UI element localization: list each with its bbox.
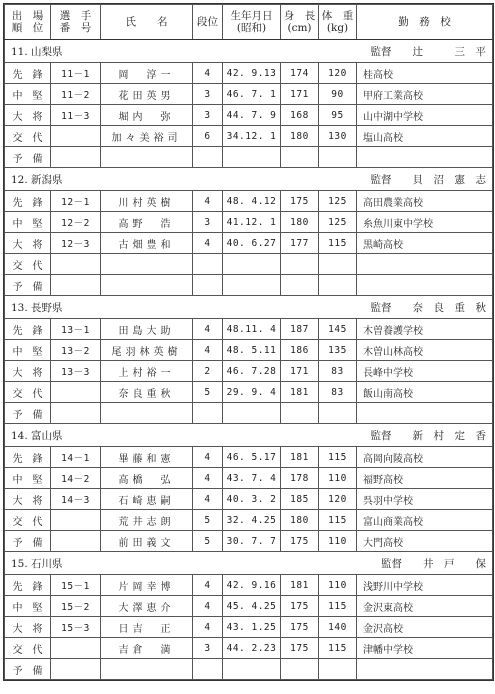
rank-cell: 5: [193, 510, 223, 531]
prefecture-header-cell: [5, 40, 493, 63]
weight-cell: 83: [319, 382, 357, 403]
weight-cell: 83: [319, 361, 357, 382]
rank-cell: 4: [193, 596, 223, 617]
player-name-cell: 片岡幸博: [101, 575, 193, 596]
school-cell: 福野高校: [357, 468, 493, 489]
player-number-cell: [51, 254, 101, 275]
weight-cell: 90: [319, 84, 357, 105]
rank-cell: 4: [193, 489, 223, 510]
height-cell: 181: [281, 382, 319, 403]
player-name-cell: 堀内 弥: [101, 105, 193, 126]
player-number-cell: 12－3: [51, 233, 101, 254]
prefecture-header-cell: [5, 168, 493, 191]
rank-cell: 4: [193, 617, 223, 638]
school-cell: [357, 275, 493, 296]
height-cell: 175: [281, 596, 319, 617]
position-cell: 先 鋒: [5, 575, 51, 596]
position-cell: 先 鋒: [5, 191, 51, 212]
position-cell: 中 堅: [5, 468, 51, 489]
player-row: [5, 361, 493, 382]
rank-cell: [193, 403, 223, 424]
birthdate-cell: 41.12. 1: [223, 212, 281, 233]
manager-name: 監督 貝 沼 憲 志: [370, 173, 486, 186]
player-number-cell: 15－1: [51, 575, 101, 596]
weight-cell: [319, 254, 357, 275]
player-row: [5, 531, 493, 552]
weight-cell: 120: [319, 63, 357, 84]
player-name-cell: [101, 254, 193, 275]
manager-name: 監督 新 村 定 香: [370, 429, 486, 442]
player-row: [5, 84, 493, 105]
rank-cell: 3: [193, 212, 223, 233]
position-cell: 予 備: [5, 659, 51, 680]
player-number-cell: 14－2: [51, 468, 101, 489]
position-cell: 中 堅: [5, 596, 51, 617]
player-row: [5, 105, 493, 126]
player-number-cell: [51, 403, 101, 424]
player-name-cell: 川村英樹: [101, 191, 193, 212]
rank-cell: 2: [193, 361, 223, 382]
header-school: 勤 務 校: [357, 5, 493, 40]
roster-body: [5, 40, 493, 680]
height-cell: 180: [281, 212, 319, 233]
position-cell: 先 鋒: [5, 319, 51, 340]
player-row: [5, 659, 493, 680]
prefecture-header-cell: [5, 424, 493, 447]
birthdate-cell: 48.11. 4: [223, 319, 281, 340]
birthdate-cell: 48. 4.12: [223, 191, 281, 212]
height-cell: 181: [281, 447, 319, 468]
prefecture-header-content: [11, 428, 486, 443]
school-cell: 金沢高校: [357, 617, 493, 638]
position-cell: 予 備: [5, 531, 51, 552]
player-name-cell: 古畑豊和: [101, 233, 193, 254]
birthdate-cell: [223, 659, 281, 680]
school-cell: 甲府工業高校: [357, 84, 493, 105]
weight-cell: 115: [319, 447, 357, 468]
player-row: [5, 489, 493, 510]
height-cell: [281, 147, 319, 168]
player-name-cell: [101, 659, 193, 680]
player-row: [5, 403, 493, 424]
height-cell: 175: [281, 191, 319, 212]
player-row: [5, 575, 493, 596]
player-name-cell: 大澤恵介: [101, 596, 193, 617]
birthdate-cell: 32. 4.25: [223, 510, 281, 531]
player-row: [5, 510, 493, 531]
weight-cell: 135: [319, 340, 357, 361]
height-cell: 174: [281, 63, 319, 84]
prefecture-title: 13. 長野県: [11, 301, 63, 314]
position-cell: 予 備: [5, 275, 51, 296]
rank-cell: 6: [193, 126, 223, 147]
birthdate-cell: 34.12. 1: [223, 126, 281, 147]
rank-cell: 4: [193, 340, 223, 361]
header-birthdate: 生年月日 (昭和): [223, 5, 281, 40]
position-cell: 大 将: [5, 361, 51, 382]
weight-cell: [319, 147, 357, 168]
player-row: [5, 191, 493, 212]
player-name-cell: 日吉 正: [101, 617, 193, 638]
position-cell: 予 備: [5, 147, 51, 168]
player-name-cell: 尾羽林英樹: [101, 340, 193, 361]
birthdate-cell: 43. 7. 4: [223, 468, 281, 489]
prefecture-header: [5, 40, 493, 63]
school-cell: [357, 147, 493, 168]
header-row: [5, 5, 493, 40]
header-player-number: 選 手 番 号: [51, 5, 101, 40]
player-row: [5, 596, 493, 617]
player-number-cell: 15－3: [51, 617, 101, 638]
position-cell: 予 備: [5, 403, 51, 424]
rank-cell: 5: [193, 382, 223, 403]
prefecture-header-content: [11, 300, 486, 315]
position-cell: 先 鋒: [5, 447, 51, 468]
birthdate-cell: 30. 7. 7: [223, 531, 281, 552]
player-number-cell: 12－1: [51, 191, 101, 212]
position-cell: 大 将: [5, 489, 51, 510]
player-number-cell: 14－1: [51, 447, 101, 468]
rank-cell: 4: [193, 447, 223, 468]
player-name-cell: 畢藤和憲: [101, 447, 193, 468]
school-cell: [357, 403, 493, 424]
birthdate-cell: 44. 2.23: [223, 638, 281, 659]
weight-cell: 110: [319, 468, 357, 489]
weight-cell: 110: [319, 531, 357, 552]
weight-cell: 145: [319, 319, 357, 340]
position-cell: 大 将: [5, 233, 51, 254]
height-cell: 175: [281, 638, 319, 659]
school-cell: [357, 659, 493, 680]
player-row: [5, 319, 493, 340]
player-name-cell: 高野 浩: [101, 212, 193, 233]
school-cell: 黒崎高校: [357, 233, 493, 254]
prefecture-header: [5, 168, 493, 191]
birthdate-cell: 43. 1.25: [223, 617, 281, 638]
player-number-cell: [51, 275, 101, 296]
birthdate-cell: 42. 9.13: [223, 63, 281, 84]
birthdate-cell: 46. 7. 1: [223, 84, 281, 105]
height-cell: 187: [281, 319, 319, 340]
player-number-cell: 13－1: [51, 319, 101, 340]
birthdate-cell: 46. 7.28: [223, 361, 281, 382]
player-number-cell: [51, 531, 101, 552]
position-cell: 交 代: [5, 510, 51, 531]
weight-cell: 110: [319, 575, 357, 596]
birthdate-cell: [223, 147, 281, 168]
position-cell: 中 堅: [5, 84, 51, 105]
player-number-cell: 11－1: [51, 63, 101, 84]
school-cell: 呉羽中学校: [357, 489, 493, 510]
height-cell: [281, 659, 319, 680]
birthdate-cell: 40. 3. 2: [223, 489, 281, 510]
birthdate-cell: 45. 4.25: [223, 596, 281, 617]
height-cell: [281, 254, 319, 275]
height-cell: 175: [281, 617, 319, 638]
height-cell: 180: [281, 126, 319, 147]
rank-cell: [193, 659, 223, 680]
player-number-cell: [51, 147, 101, 168]
player-row: [5, 63, 493, 84]
player-row: [5, 340, 493, 361]
birthdate-cell: [223, 403, 281, 424]
height-cell: 180: [281, 510, 319, 531]
player-number-cell: 13－2: [51, 340, 101, 361]
player-number-cell: [51, 126, 101, 147]
position-cell: 交 代: [5, 126, 51, 147]
player-row: [5, 468, 493, 489]
rank-cell: [193, 254, 223, 275]
player-row: [5, 638, 493, 659]
header-name: 氏 名: [101, 5, 193, 40]
rank-cell: 4: [193, 575, 223, 596]
player-row: [5, 126, 493, 147]
height-cell: 177: [281, 233, 319, 254]
height-cell: 168: [281, 105, 319, 126]
player-name-cell: 上村裕一: [101, 361, 193, 382]
player-row: [5, 382, 493, 403]
school-cell: 長峰中学校: [357, 361, 493, 382]
player-name-cell: 岡 淳一: [101, 63, 193, 84]
school-cell: 塩山高校: [357, 126, 493, 147]
rank-cell: 4: [193, 63, 223, 84]
height-cell: [281, 403, 319, 424]
position-cell: 先 鋒: [5, 63, 51, 84]
player-row: [5, 212, 493, 233]
player-row: [5, 447, 493, 468]
prefecture-header-content: [11, 172, 486, 187]
manager-name: 監督 奈 良 重 秋: [370, 301, 486, 314]
school-cell: 高岡向陵高校: [357, 447, 493, 468]
position-cell: 交 代: [5, 638, 51, 659]
player-name-cell: 田島大助: [101, 319, 193, 340]
height-cell: 171: [281, 84, 319, 105]
height-cell: 175: [281, 531, 319, 552]
player-number-cell: 14－3: [51, 489, 101, 510]
weight-cell: 115: [319, 596, 357, 617]
rank-cell: 4: [193, 319, 223, 340]
birthdate-cell: 40. 6.27: [223, 233, 281, 254]
school-cell: 高田農業高校: [357, 191, 493, 212]
school-cell: 大門高校: [357, 531, 493, 552]
prefecture-header-cell: [5, 296, 493, 319]
weight-cell: 120: [319, 489, 357, 510]
prefecture-header: [5, 296, 493, 319]
player-row: [5, 254, 493, 275]
birthdate-cell: 44. 7. 9: [223, 105, 281, 126]
rank-cell: 4: [193, 233, 223, 254]
school-cell: 山中湖中学校: [357, 105, 493, 126]
weight-cell: 125: [319, 212, 357, 233]
prefecture-header-content: [11, 556, 486, 571]
school-cell: 桂高校: [357, 63, 493, 84]
school-cell: 浅野川中学校: [357, 575, 493, 596]
player-name-cell: [101, 275, 193, 296]
height-cell: 186: [281, 340, 319, 361]
position-cell: 交 代: [5, 254, 51, 275]
rank-cell: [193, 147, 223, 168]
birthdate-cell: 48. 5.11: [223, 340, 281, 361]
birthdate-cell: 42. 9.16: [223, 575, 281, 596]
prefecture-header-cell: [5, 552, 493, 575]
position-cell: 大 将: [5, 105, 51, 126]
school-cell: 糸魚川東中学校: [357, 212, 493, 233]
school-cell: 木曽養護学校: [357, 319, 493, 340]
birthdate-cell: 29. 9. 4: [223, 382, 281, 403]
prefecture-title: 14. 富山県: [11, 429, 63, 442]
weight-cell: 115: [319, 510, 357, 531]
player-row: [5, 147, 493, 168]
position-cell: 中 堅: [5, 340, 51, 361]
rank-cell: 3: [193, 638, 223, 659]
school-cell: 津幡中学校: [357, 638, 493, 659]
header-weight: 体 重 (kg): [319, 5, 357, 40]
player-row: [5, 233, 493, 254]
birthdate-cell: [223, 275, 281, 296]
player-number-cell: 11－2: [51, 84, 101, 105]
player-name-cell: 荒井志朗: [101, 510, 193, 531]
player-number-cell: [51, 382, 101, 403]
player-name-cell: 前田義文: [101, 531, 193, 552]
rank-cell: 5: [193, 531, 223, 552]
weight-cell: 95: [319, 105, 357, 126]
height-cell: [281, 275, 319, 296]
school-cell: [357, 254, 493, 275]
header-position: 出 場 順 位: [5, 5, 51, 40]
player-number-cell: 13－3: [51, 361, 101, 382]
prefecture-title: 11. 山梨県: [11, 45, 63, 58]
height-cell: 181: [281, 575, 319, 596]
rank-cell: 4: [193, 191, 223, 212]
prefecture-header: [5, 552, 493, 575]
position-cell: 中 堅: [5, 212, 51, 233]
school-cell: 飯山南高校: [357, 382, 493, 403]
player-name-cell: [101, 403, 193, 424]
birthdate-cell: [223, 254, 281, 275]
weight-cell: 115: [319, 233, 357, 254]
position-cell: 交 代: [5, 382, 51, 403]
weight-cell: [319, 659, 357, 680]
prefecture-header-content: [11, 44, 486, 59]
position-cell: 大 将: [5, 617, 51, 638]
weight-cell: 125: [319, 191, 357, 212]
player-number-cell: [51, 659, 101, 680]
manager-name: 監督 井 戸 保: [381, 557, 486, 570]
height-cell: 171: [281, 361, 319, 382]
player-number-cell: 11－3: [51, 105, 101, 126]
school-cell: 木曽山林高校: [357, 340, 493, 361]
manager-name: 監督 辻 三 平: [370, 45, 486, 58]
player-name-cell: 石崎恵嗣: [101, 489, 193, 510]
player-row: [5, 275, 493, 296]
weight-cell: [319, 275, 357, 296]
height-cell: 185: [281, 489, 319, 510]
weight-cell: 140: [319, 617, 357, 638]
player-row: [5, 617, 493, 638]
weight-cell: 115: [319, 638, 357, 659]
player-name-cell: [101, 147, 193, 168]
prefecture-title: 12. 新潟県: [11, 173, 63, 186]
rank-cell: 3: [193, 105, 223, 126]
weight-cell: 130: [319, 126, 357, 147]
player-name-cell: 加々美裕司: [101, 126, 193, 147]
rank-cell: 4: [193, 468, 223, 489]
birthdate-cell: 46. 5.17: [223, 447, 281, 468]
player-number-cell: [51, 510, 101, 531]
player-name-cell: 高橋 弘: [101, 468, 193, 489]
rank-cell: 3: [193, 84, 223, 105]
prefecture-header: [5, 424, 493, 447]
header-rank: 段位: [193, 5, 223, 40]
header-height: 身 長 (cm): [281, 5, 319, 40]
roster-document: [3, 3, 494, 681]
weight-cell: [319, 403, 357, 424]
school-cell: 富山商業高校: [357, 510, 493, 531]
player-number-cell: [51, 638, 101, 659]
player-number-cell: 12－2: [51, 212, 101, 233]
rank-cell: [193, 275, 223, 296]
player-number-cell: 15－2: [51, 596, 101, 617]
player-name-cell: 奈良重秋: [101, 382, 193, 403]
roster-table: [4, 4, 493, 680]
school-cell: 金沢東高校: [357, 596, 493, 617]
player-name-cell: 吉倉 満: [101, 638, 193, 659]
prefecture-title: 15. 石川県: [11, 557, 63, 570]
player-name-cell: 花田英男: [101, 84, 193, 105]
height-cell: 178: [281, 468, 319, 489]
